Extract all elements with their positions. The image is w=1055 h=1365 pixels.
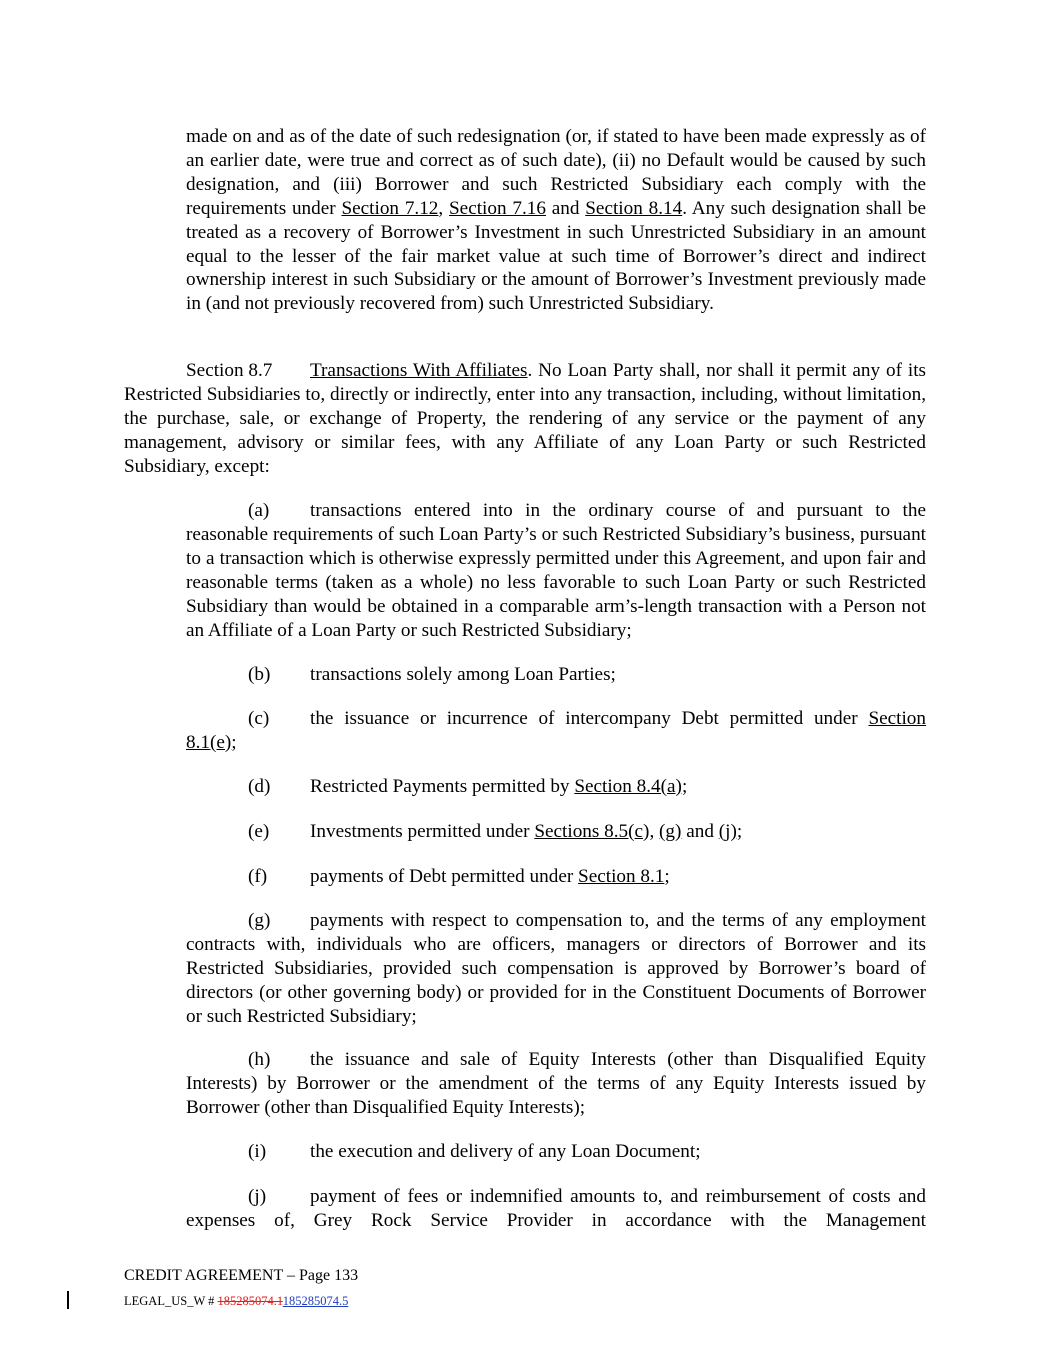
footer-page-label: CREDIT AGREEMENT – Page 133 <box>124 1267 359 1284</box>
item-label: (j) <box>248 1186 267 1207</box>
list-item-d <box>186 775 926 799</box>
item-end: ; <box>664 866 670 887</box>
section-8-7-paragraph <box>124 359 926 479</box>
section-body: . No Loan Party shall, nor shall it permit any of its Restricted Subsidiaries to, directly or indirectly, enter into any transaction, including, without limitation, the purchase, sale, or exchange of Property, the rendering of any service or the payment of any management, advisory or similar fees, with any Affiliate of any Loan Party or such Restricted Subsidiary, except: <box>124 360 927 477</box>
list-item-a <box>186 499 926 642</box>
continuation-text: made on and as of the date of such redesignation (or, if stated to have been made expressly as of an earlier date, were true and correct as of such date), (ii) no Default would be caused by such designation, and (iii) Borrower and such Restricted Subsidiary each comply with the requirements under <box>186 126 926 219</box>
continuation-and: and <box>545 197 586 219</box>
item-text: the execution and delivery of any Loan Document; <box>310 1141 701 1162</box>
continuation-sep: , <box>438 197 450 219</box>
section-title: Transactions With Affiliates <box>310 360 528 381</box>
section-ref-j: (j) <box>718 821 737 842</box>
change-bar <box>67 1291 69 1309</box>
section-ref-7-12: Section 7.12 <box>341 197 439 219</box>
item-label: (c) <box>248 708 270 729</box>
list-item-e <box>186 820 926 844</box>
section-ref-8-1-e: Section 8.1(e) <box>186 708 926 753</box>
section-ref-7-16: Section 7.16 <box>449 197 546 219</box>
doc-id-prefix: LEGAL_US_W # <box>124 1294 218 1308</box>
item-end: ; <box>681 776 688 797</box>
item-end: ; <box>736 821 743 842</box>
doc-id-inserted: 185285074.5 <box>282 1294 349 1308</box>
item-label: (i) <box>248 1141 267 1162</box>
item-text: transactions solely among Loan Parties; <box>310 664 616 685</box>
item-label: (h) <box>248 1049 271 1070</box>
section-number: Section 8.7 <box>186 360 273 381</box>
doc-id-deleted: 185285074.1 <box>217 1294 283 1308</box>
item-text: Restricted Payments permitted by <box>310 776 575 797</box>
section-ref-g: (g) <box>659 821 682 842</box>
list-item-i <box>186 1140 926 1164</box>
list-item-j <box>186 1185 926 1233</box>
list-item-h <box>186 1048 926 1120</box>
item-text: Investments permitted under <box>310 821 535 842</box>
item-label: (g) <box>248 910 271 931</box>
item-text: payments with respect to compensation to, and the terms of any employment contracts with, individuals who are officers, managers or directors of Borrower and its Restricted Subsidiaries, provided such compensation is approved by Borrower’s board of directors (or other governing body) or provided for in the Constituent Documents of Borrower or such Restricted Subsidiary; <box>186 910 926 1027</box>
item-text: the issuance and sale of Equity Interests (other than Disqualified Equity Interests) by Borrower or the amendment of the terms of any Equity Interests issued by Borrower (other than Disqualified Equity Interests); <box>186 1049 926 1118</box>
item-and: and <box>681 821 719 842</box>
item-text: payment of fees or indemnified amounts to, and reimbursement of costs and expenses of, Grey Rock Service Provider in accordance with the Management <box>186 1186 926 1231</box>
list-item-b <box>186 663 926 687</box>
section-ref-8-5-c: Sections 8.5(c), <box>534 821 655 842</box>
item-text: payments of Debt permitted under <box>310 866 579 887</box>
continuation-paragraph <box>186 125 926 316</box>
section-ref-8-1: Section 8.1 <box>578 866 665 887</box>
item-text: transactions entered into in the ordinary course of and pursuant to the reasonable requirements of such Loan Party’s or such Restricted Subsidiary’s business, pursuant to a transaction which is otherwise expressly permitted under this Agreement, and upon fair and reasonable terms (taken as a whole) no less favorable to such Loan Party or such Restricted Subsidiary than would be obtained in a comparable arm’s-length transaction with a Person not an Affiliate of a Loan Party or such Restricted Subsidiary; <box>186 500 926 641</box>
footer-doc-id <box>124 1293 348 1309</box>
list-item-f <box>186 865 926 889</box>
continuation-text-end: . Any such designation shall be treated as a recovery of Borrower’s Investment in such Unrestricted Subsidiary in an amount equal to the lesser of the fair market value at such time of Borrower’s direct and indirect ownership interest in such Subsidiary or the amount of Borrower’s Investment previously made in (and not previously recovered from) such Unrestricted Subsidiary. <box>186 197 926 315</box>
item-label: (e) <box>248 821 270 842</box>
list-item-c <box>186 707 926 755</box>
item-label: (f) <box>248 866 268 887</box>
section-ref-8-4-a: Section 8.4(a) <box>574 776 682 797</box>
section-ref-8-14: Section 8.14 <box>585 197 683 219</box>
item-end: ; <box>231 731 237 753</box>
item-label: (d) <box>248 776 271 797</box>
list-item-g <box>186 909 926 1029</box>
item-label: (b) <box>248 664 271 685</box>
item-text: the issuance or incurrence of intercompany Debt permitted under <box>310 708 869 729</box>
item-label: (a) <box>248 500 270 521</box>
